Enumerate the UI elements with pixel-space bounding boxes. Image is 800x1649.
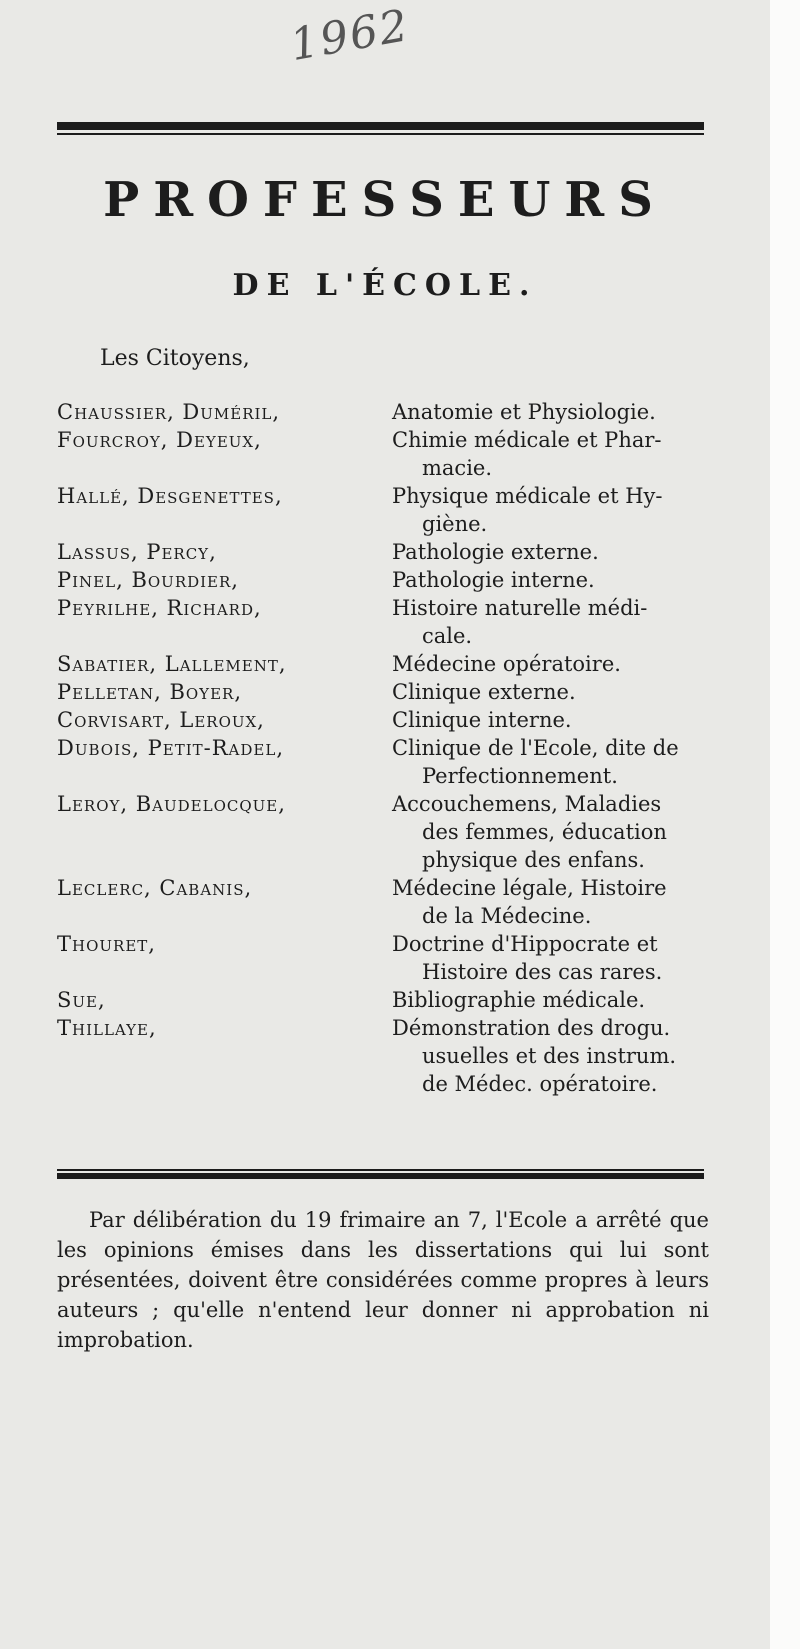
course-subject: Démonstration des drogu. usuelles et des instrum. de Médec. opératoire.	[392, 1016, 677, 1096]
course-subject: Anatomie et Physiologie.	[392, 400, 656, 424]
handwritten-note: 1962	[286, 0, 414, 72]
page-subtitle: DE L'ÉCOLE.	[232, 268, 538, 303]
professor-names: Pinel, Bourdier,	[57, 568, 239, 592]
course-subject: Médecine opératoire.	[392, 652, 621, 676]
course-subject: Physique médicale et Hy- giène.	[392, 484, 663, 536]
roster-row	[57, 930, 717, 986]
roster-row	[57, 678, 717, 706]
top-thick-rule	[57, 122, 704, 130]
bottom-thick-rule	[57, 1173, 704, 1179]
professor-names: Dubois, Petit-Radel,	[57, 736, 284, 760]
professor-names: Leclerc, Cabanis,	[57, 876, 253, 900]
professor-names: Chaussier, Duméril,	[57, 400, 281, 424]
course-subject: Pathologie interne.	[392, 568, 595, 592]
roster-row	[57, 790, 717, 874]
roster-row	[57, 482, 717, 538]
roster-row	[57, 398, 717, 426]
professor-names: Sabatier, Lallement,	[57, 652, 287, 676]
top-thin-rule	[57, 133, 704, 135]
roster-row	[57, 650, 717, 678]
intro-line: Les Citoyens,	[100, 346, 250, 371]
roster-row	[57, 426, 717, 482]
professor-names: Lassus, Percy,	[57, 540, 217, 564]
course-subject: Doctrine d'Hippocrate et Histoire des cas rares.	[392, 932, 663, 984]
course-subject: Histoire naturelle médi- cale.	[392, 596, 648, 648]
page-title: PROFESSEURS	[103, 172, 667, 228]
course-subject: Clinique de l'Ecole, dite de Perfectionnement.	[392, 736, 679, 788]
professor-names: Thouret,	[57, 932, 156, 956]
professor-names: Sue,	[57, 988, 106, 1012]
course-subject: Pathologie externe.	[392, 540, 599, 564]
course-subject: Accouchemens, Maladies des femmes, éducation physique des enfans.	[392, 792, 667, 872]
professor-roster	[57, 398, 717, 1098]
roster-row	[57, 1014, 717, 1098]
professor-names: Leroy, Baudelocque,	[57, 792, 286, 816]
professor-names: Pelletan, Boyer,	[57, 680, 242, 704]
roster-row	[57, 538, 717, 566]
professor-names: Fourcroy, Deyeux,	[57, 428, 262, 452]
professor-names: Hallé, Desgenettes,	[57, 484, 283, 508]
course-subject: Clinique interne.	[392, 708, 572, 732]
course-subject: Clinique externe.	[392, 680, 576, 704]
roster-row	[57, 734, 717, 790]
course-subject: Médecine légale, Histoire de la Médecine.	[392, 876, 667, 928]
bottom-thin-rule	[57, 1169, 704, 1171]
course-subject: Bibliographie médicale.	[392, 988, 646, 1012]
professor-names: Corvisart, Leroux,	[57, 708, 265, 732]
roster-row	[57, 566, 717, 594]
roster-row	[57, 986, 717, 1014]
roster-row	[57, 874, 717, 930]
course-subject: Chimie médicale et Phar- macie.	[392, 428, 662, 480]
professor-names: Peyrilhe, Richard,	[57, 596, 262, 620]
notice-paragraph: Par délibération du 19 frimaire an 7, l'Ecole a arrêté que les opinions émises dans les dissertations qui lui sont présentées, doivent être considérées comme propres à leurs auteurs ; qu'elle n'entend leur donner ni approbation ni improbation.	[57, 1208, 709, 1352]
roster-row	[57, 594, 717, 650]
page-edge	[770, 0, 800, 1649]
professor-names: Thillaye,	[57, 1016, 157, 1040]
roster-row	[57, 706, 717, 734]
